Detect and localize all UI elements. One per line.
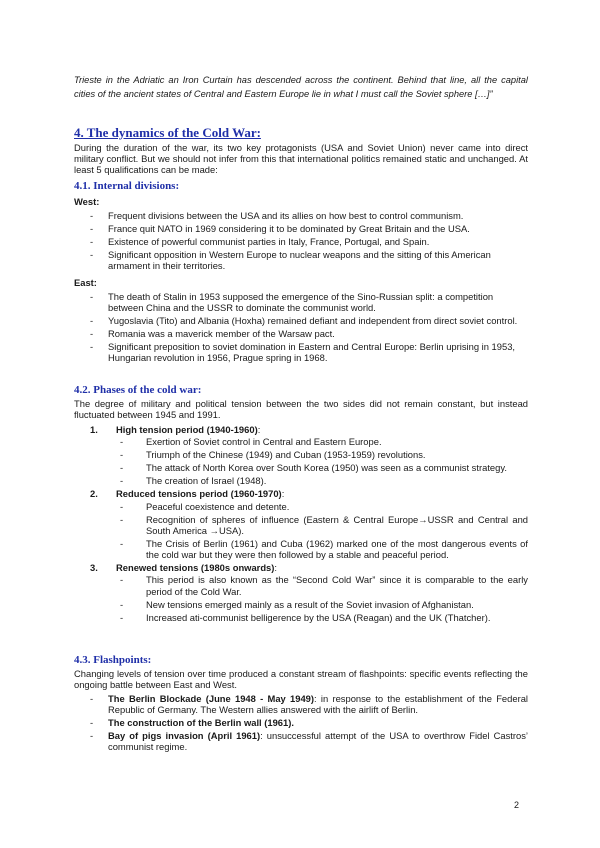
churchill-quote: Trieste in the Adriatic an Iron Curtain has descended across the continent. Behind that line, all the capital cities of the ancient states of Central and Eastern Europe lie in what I must call the Soviet sphere […]”	[74, 75, 528, 99]
list-item: - Peaceful coexistence and detente.	[120, 500, 290, 512]
west-list	[74, 210, 528, 273]
list-item: - Triumph of the Chinese (1949) and Cuban (1953-1959) revolutions.	[120, 449, 426, 461]
dash: -	[90, 249, 94, 260]
section-4-3-intro: Changing levels of tension over time produced a constant stream of flashpoints: specific events reflecting the ongoing battle between East and West.	[74, 668, 528, 691]
page-number: 2	[514, 800, 520, 810]
list-item: - France quit NATO in 1969 considering it to be dominated by Great Britain and the USA.	[90, 223, 470, 234]
dash: -	[90, 341, 94, 353]
list-item: - New tensions emerged mainly as a result of the Soviet invasion of Afghanistan.	[120, 598, 474, 610]
west-label: West:	[74, 196, 100, 207]
list-item: - The Crisis of Berlin (1961) and Cuba (1962) marked one of the most dangerous events of the cold war but they were then followed by a stable and peaceful period.	[120, 537, 528, 561]
section-4-1-title: 4.1. Internal divisions:	[74, 180, 180, 192]
phase-item: 3. Renewed tensions (1980s onwards): - This period is also known as the “Second Cold War” since it is comparable to the early period of the Cold War. - New tensions emerged mainly as a result of the Soviet invasion of Afghanistan. - Increased ati-communist belligerence by the USA (Reagan) and the UK (Thatcher).	[90, 562, 528, 623]
list-item: - Exertion of Soviet control in Central and Eastern Europe.	[120, 436, 382, 448]
section-4-2-intro: The degree of military and political tension between the two sides did not remain constant, but instead fluctuated between 1945 and 1991.	[74, 398, 528, 421]
section-4-2-title: 4.2. Phases of the cold war:	[74, 384, 202, 396]
phase-label: Reduced tensions period (1960-1970)	[116, 488, 282, 500]
list-item: - The creation of Israel (1948).	[120, 475, 267, 487]
flashpoints-list	[74, 693, 528, 754]
east-list	[74, 291, 528, 365]
list-item: - This period is also known as the “Second Cold War” since it is comparable to the early period of the Cold War.	[120, 574, 528, 597]
phase-item: 1. High tension period (1940-1960): - Exertion of Soviet control in Central and Eastern Europe. - Triumph of the Chinese (1949) and Cuban (1953-1959) revolutions. - The attack of North Korea over South Korea (1950) was seen as a communist strategy. - The creation of Israel (1948).	[74, 424, 528, 486]
list-item: - Recognition of spheres of influence (Eastern & Central Europe→USSR and Central and South America →USA).	[120, 513, 528, 536]
phase-item: 2. Reduced tensions period (1960-1970): - Peaceful coexistence and detente. - Recognition of spheres of influence (Eastern & Central Europe→USSR and Central and South America →USA). - The Crisis of Berlin (1961) and Cuba (1962) marked one of the most dangerous events of the cold war but they were then followed by a stable and peaceful period.	[90, 488, 528, 561]
list-item: - Existence of powerful communist parties in Italy, France, Portugal, and Spain.	[90, 236, 430, 247]
list-item: - The death of Stalin in 1953 supposed the emergence of the Sino-Russian split: a competition between China and the USSR to dominate the communist world.	[90, 291, 494, 314]
list-item: - The attack of North Korea over South Korea (1950) was seen as a communist strategy.	[120, 462, 507, 474]
list-item: - Significant opposition in Western Europe to nuclear weapons and the sitting of this American armament in their territories.	[90, 249, 491, 272]
dash: -	[90, 236, 94, 247]
list-item: - Increased ati-communist belligerence by the USA (Reagan) and the UK (Thatcher).	[120, 611, 491, 623]
phase-number: 3.	[90, 562, 98, 574]
list-item: - Frequent divisions between the USA and its allies on how best to control communism.	[90, 210, 464, 221]
section-4-title: 4. The dynamics of the Cold War:	[74, 125, 261, 140]
phase-number: 2.	[90, 488, 98, 500]
phase-label: High tension period (1940-1960)	[116, 424, 258, 435]
dash: -	[90, 210, 94, 221]
section-4-3-title: 4.3. Flashpoints:	[74, 654, 152, 666]
dash: -	[90, 328, 94, 340]
dash: -	[90, 291, 94, 302]
east-label: East:	[74, 277, 97, 288]
list-item: - Romania was a maverick member of the Warsaw pact.	[90, 328, 335, 340]
list-item: - The construction of the Berlin wall (1961).	[90, 717, 294, 728]
list-item: - The Berlin Blockade (June 1948 - May 1949): in response to the establishment of the Federal Republic of Germany. The Western allies answered with the airlift of Berlin.	[90, 693, 528, 716]
list-item: - Yugoslavia (Tito) and Albania (Hoxha) remained defiant and independent from direct soviet control.	[90, 315, 518, 327]
dash: -	[90, 223, 94, 234]
list-item: - Bay of pigs invasion (April 1961): unsuccessful attempt of the USA to overthrow Fidel Castros’ communist regime.	[90, 729, 528, 752]
section-4-intro: During the duration of the war, its two key protagonists (USA and Soviet Union) never came into direct military conflict. But we should not infer from this that international politics remained static and unchanged. At least 5 qualifications can be made:	[74, 142, 528, 176]
list-item: - Significant preposition to soviet domination in Eastern and Central Europe: Berlin uprising in 1953, Hungarian revolution in 1956, Prague spring in 1968.	[90, 341, 516, 364]
phase-number: 1.	[90, 424, 98, 435]
phases-list	[74, 424, 528, 625]
phase-label: Renewed tensions (1980s onwards)	[116, 562, 275, 574]
dash: -	[90, 315, 94, 327]
